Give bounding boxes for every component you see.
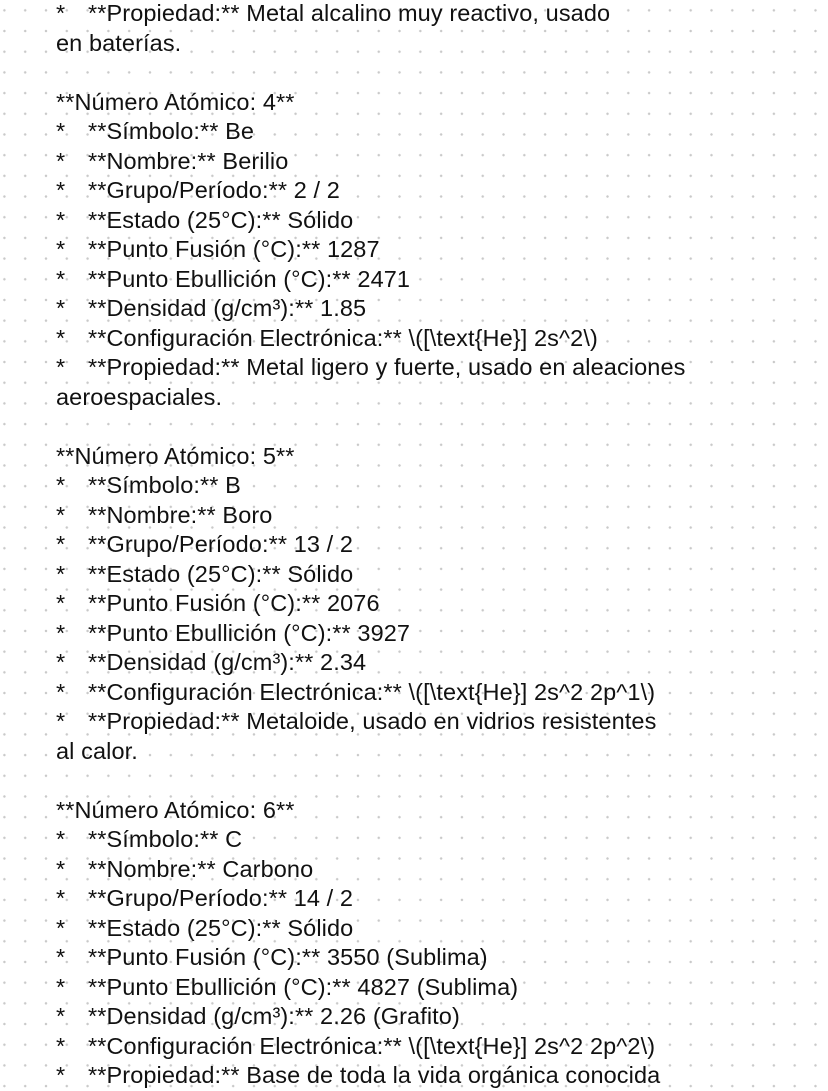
list-item-group-period bbox=[56, 884, 796, 914]
property-text: **Propiedad:** Metal ligero y fuerte, usado en aleaciones bbox=[88, 354, 686, 380]
melting-text: **Punto Fusión (°C):** 2076 bbox=[88, 590, 380, 616]
list-item-group-period bbox=[56, 530, 796, 560]
list-item-melting-point bbox=[56, 235, 796, 265]
symbol-text: **Símbolo:** C bbox=[88, 826, 243, 852]
group-period-text: **Grupo/Período:** 14 / 2 bbox=[88, 885, 354, 911]
list-item-group-period bbox=[56, 176, 796, 206]
list-item-melting-point bbox=[56, 943, 796, 973]
list-item-name bbox=[56, 855, 796, 885]
list-item-density bbox=[56, 294, 796, 324]
property-continuation: al calor. bbox=[56, 737, 138, 764]
bullet: * bbox=[56, 324, 66, 351]
list-item-symbol bbox=[56, 825, 796, 855]
state-text: **Estado (25°C):** Sólido bbox=[88, 560, 354, 587]
property-continuation: aeroespaciales. bbox=[56, 383, 223, 410]
state-text: **Estado (25°C):** Sólido bbox=[88, 206, 354, 233]
list-item-property bbox=[56, 1061, 796, 1091]
list-item-boiling-point bbox=[56, 265, 796, 295]
property-text: **Propiedad:** Base de toda la vida orgánica conocida bbox=[88, 1062, 661, 1088]
bullet: * bbox=[56, 1032, 66, 1059]
blank-line bbox=[56, 412, 796, 442]
config-text: **Configuración Electrónica:** \([\text{He}] 2s^2 2p^1\) bbox=[88, 678, 656, 705]
list-item-state bbox=[56, 914, 796, 944]
melting-text: **Punto Fusión (°C):** 1287 bbox=[88, 236, 380, 262]
list-item-property bbox=[56, 707, 796, 737]
list-item-config bbox=[56, 1032, 796, 1062]
bullet: * bbox=[56, 206, 66, 233]
density-text: **Densidad (g/cm³):** 1.85 bbox=[88, 295, 367, 321]
bullet: * bbox=[56, 826, 66, 852]
bullet: * bbox=[56, 885, 66, 911]
note-body[interactable] bbox=[56, 0, 796, 1091]
list-item-config bbox=[56, 324, 796, 354]
bullet: * bbox=[56, 147, 66, 174]
bullet: * bbox=[56, 354, 66, 380]
bullet: * bbox=[56, 472, 66, 498]
bullet: * bbox=[56, 1062, 66, 1088]
config-text: **Configuración Electrónica:** \([\text{He}] 2s^2\) bbox=[88, 324, 598, 351]
symbol-text: **Símbolo:** Be bbox=[88, 118, 255, 144]
bullet: * bbox=[56, 531, 66, 557]
list-item-name bbox=[56, 501, 796, 531]
symbol-text: **Símbolo:** B bbox=[88, 472, 241, 498]
blank-line bbox=[56, 58, 796, 88]
name-text: **Nombre:** Carbono bbox=[88, 855, 314, 882]
name-text: **Nombre:** Berilio bbox=[88, 147, 289, 174]
list-item-boiling-point bbox=[56, 973, 796, 1003]
bullet: * bbox=[56, 649, 66, 675]
bullet: * bbox=[56, 914, 66, 941]
bullet: * bbox=[56, 236, 66, 262]
name-text: **Nombre:** Boro bbox=[88, 501, 273, 528]
bullet: * bbox=[56, 944, 66, 970]
element-section-5 bbox=[56, 442, 796, 767]
list-item-symbol bbox=[56, 117, 796, 147]
element-header: **Número Atómico: 5** bbox=[56, 442, 295, 469]
melting-text: **Punto Fusión (°C):** 3550 (Sublima) bbox=[88, 944, 488, 970]
bullet: * bbox=[56, 973, 66, 1000]
group-period-text: **Grupo/Período:** 2 / 2 bbox=[88, 177, 340, 203]
list-item-boiling-point bbox=[56, 619, 796, 649]
element-section-4 bbox=[56, 88, 796, 413]
bullet: * bbox=[56, 265, 66, 292]
list-item-property bbox=[56, 353, 796, 383]
bullet: * bbox=[56, 295, 66, 321]
density-text: **Densidad (g/cm³):** 2.34 bbox=[88, 649, 367, 675]
element-header: **Número Atómico: 6** bbox=[56, 796, 295, 823]
boiling-text: **Punto Ebullición (°C):** 4827 (Sublima) bbox=[88, 973, 519, 1000]
list-item-density bbox=[56, 1002, 796, 1032]
element-header: **Número Atómico: 4** bbox=[56, 88, 295, 115]
list-item-property bbox=[56, 0, 796, 29]
property-continuation: en baterías. bbox=[56, 29, 182, 56]
property-text: **Propiedad:** Metal alcalino muy reactivo, usado bbox=[88, 0, 611, 26]
list-item-melting-point bbox=[56, 589, 796, 619]
bullet: * bbox=[56, 118, 66, 144]
blank-line bbox=[56, 766, 796, 796]
bullet: * bbox=[56, 708, 66, 734]
list-item-density bbox=[56, 648, 796, 678]
bullet: * bbox=[56, 560, 66, 587]
list-item-name bbox=[56, 147, 796, 177]
config-text: **Configuración Electrónica:** \([\text{He}] 2s^2 2p^2\) bbox=[88, 1032, 656, 1059]
bullet: * bbox=[56, 0, 66, 26]
list-item-config bbox=[56, 678, 796, 708]
property-text: **Propiedad:** Metaloide, usado en vidrios resistentes bbox=[88, 708, 657, 734]
bullet: * bbox=[56, 590, 66, 616]
state-text: **Estado (25°C):** Sólido bbox=[88, 914, 354, 941]
bullet: * bbox=[56, 855, 66, 882]
bullet: * bbox=[56, 678, 66, 705]
list-item-symbol bbox=[56, 471, 796, 501]
bullet: * bbox=[56, 177, 66, 203]
boiling-text: **Punto Ebullición (°C):** 3927 bbox=[88, 619, 411, 646]
group-period-text: **Grupo/Período:** 13 / 2 bbox=[88, 531, 354, 557]
element-section-6 bbox=[56, 796, 796, 1091]
density-text: **Densidad (g/cm³):** 2.26 (Grafito) bbox=[88, 1003, 460, 1029]
list-item-state bbox=[56, 206, 796, 236]
bullet: * bbox=[56, 619, 66, 646]
boiling-text: **Punto Ebullición (°C):** 2471 bbox=[88, 265, 411, 292]
list-item-state bbox=[56, 560, 796, 590]
bullet: * bbox=[56, 1003, 66, 1029]
bullet: * bbox=[56, 501, 66, 528]
